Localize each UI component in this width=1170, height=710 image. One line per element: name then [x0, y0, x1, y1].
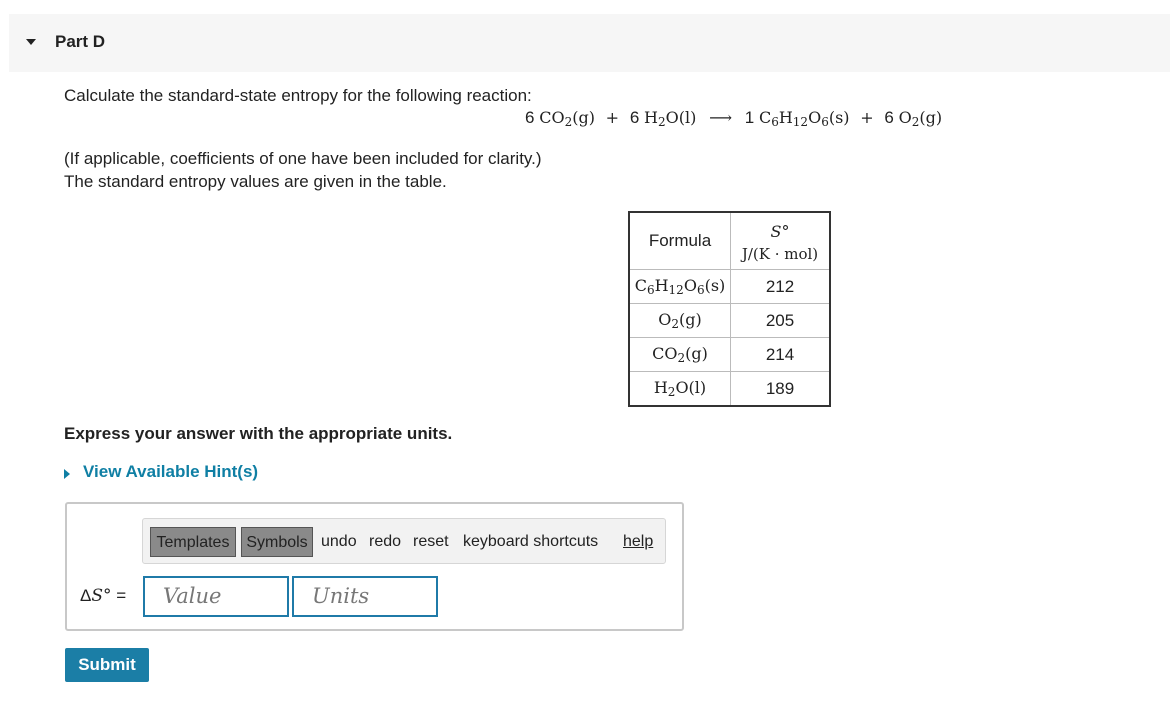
reaction-equation: 6 $CO_2(g) + 6$ $H_2O(l)$ ⟶ 1 $C_6H_{12}O_6(s) + 6$ $O_2(g)$ [525, 108, 943, 129]
math-toolbar [142, 518, 666, 564]
help-button[interactable]: help [623, 533, 654, 550]
entropy-value: 189 [731, 372, 831, 407]
prompt-line: Calculate the standard-state entropy for the following reaction: [64, 86, 532, 105]
collapse-caret-icon[interactable] [26, 39, 36, 45]
reset-button[interactable]: reset [413, 533, 449, 550]
value-input[interactable]: Value [143, 576, 289, 617]
header-formula: Formula [629, 212, 731, 270]
entropy-table [628, 211, 831, 407]
submit-button[interactable]: Submit [65, 648, 149, 682]
view-hints-link[interactable]: View Available Hint(s) [83, 462, 259, 481]
entropy-value: 205 [731, 304, 831, 338]
redo-button[interactable]: redo [369, 533, 402, 550]
caret-right-icon[interactable] [64, 469, 70, 479]
formula-cell: $H_2O(l)$ [629, 372, 731, 407]
units-input[interactable]: Units [292, 576, 438, 617]
symbols-button[interactable]: Symbols [241, 527, 313, 557]
undo-button[interactable]: undo [321, 533, 357, 550]
templates-button[interactable]: Templates [150, 527, 236, 557]
reaction-arrow: ⟶ [709, 108, 733, 127]
header-entropy: S° J/(K · mol) [731, 212, 831, 270]
answer-box [65, 502, 684, 631]
formula-cell: $CO_2(g)$ [629, 338, 731, 372]
entropy-value: 214 [731, 338, 831, 372]
formula-cell: $O_2(g)$ [629, 304, 731, 338]
entropy-value: 212 [731, 270, 831, 304]
keyboard-shortcuts-button[interactable]: keyboard shortcuts [463, 533, 599, 550]
part-header[interactable] [9, 14, 1170, 72]
table-intro: The standard entropy values are given in the table. [64, 172, 447, 191]
part-title: Part D [55, 32, 106, 51]
formula-cell: $C_6H_{12}O_6(s)$ [629, 270, 731, 304]
answer-instructions: Express your answer with the appropriate units. [64, 424, 453, 443]
delta-s-label: ΔS° = [80, 586, 127, 606]
coefficient-note: (If applicable, coefficients of one have been included for clarity.) [64, 149, 542, 168]
